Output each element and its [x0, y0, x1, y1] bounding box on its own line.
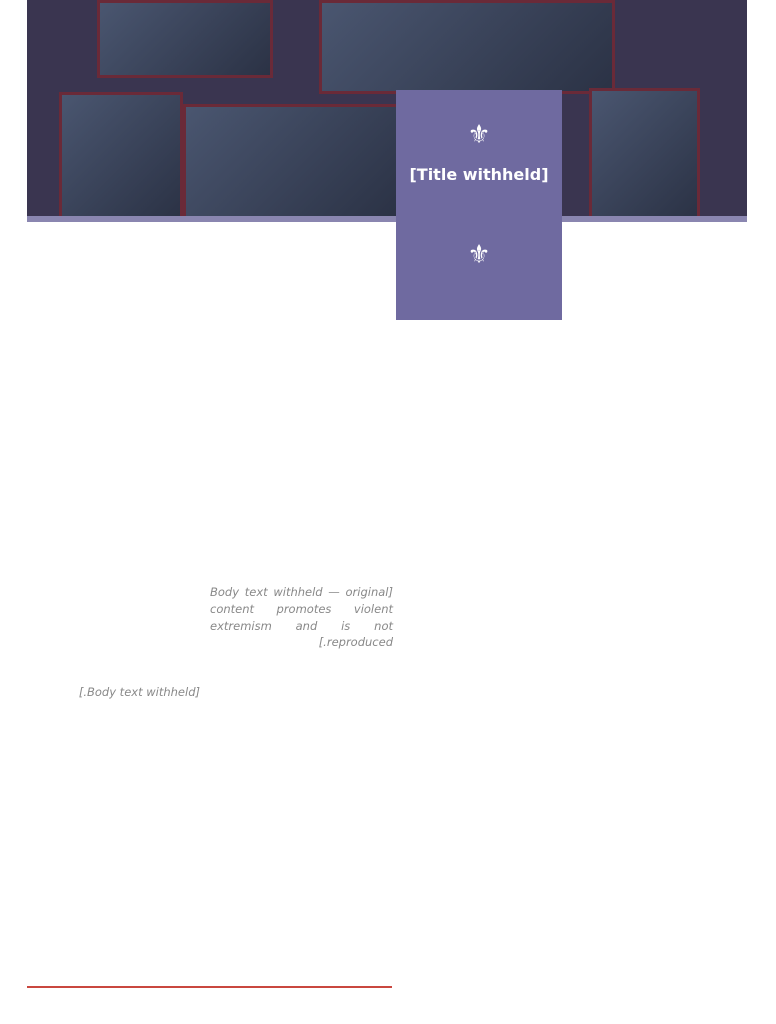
banner-photo — [97, 0, 273, 78]
banner-photo — [319, 0, 615, 94]
photo-collage-banner — [27, 0, 747, 222]
title-panel — [396, 90, 562, 320]
banner-photo — [59, 92, 183, 222]
article-title: [Title withheld] — [409, 165, 549, 184]
article-column-right: [Body text withheld — original content promotes violent extremism and is not reproduced.] — [210, 585, 393, 650]
divider-rule — [27, 986, 392, 988]
article-column-left: [Body text withheld.] — [78, 685, 200, 699]
fleur-de-lis-icon: ⚜ — [467, 120, 491, 150]
fleur-de-lis-icon: ⚜ — [467, 240, 491, 270]
banner-photo — [183, 104, 399, 222]
banner-photo — [589, 88, 700, 222]
